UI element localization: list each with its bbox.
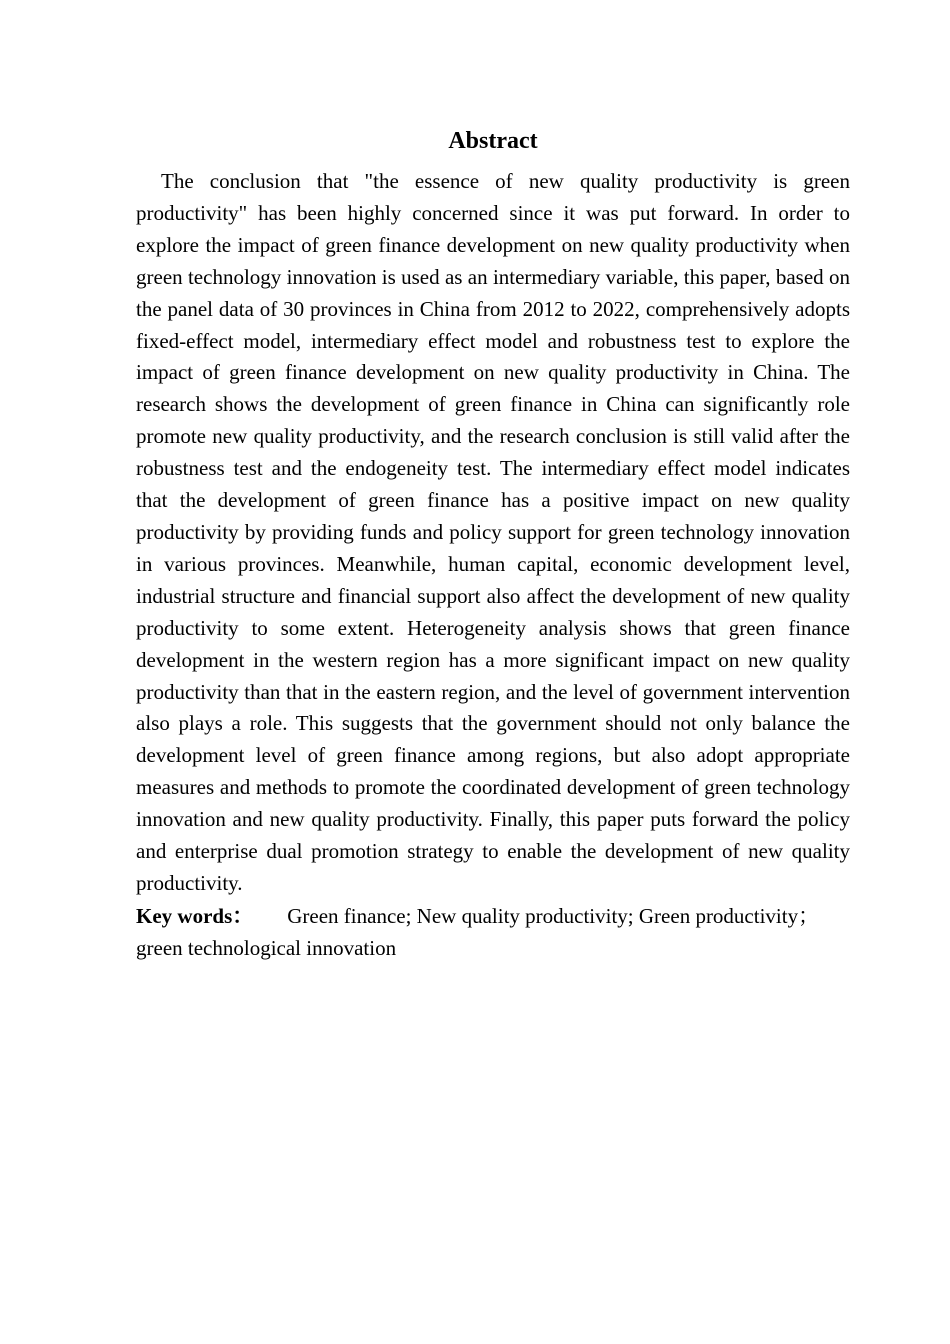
keywords-text: Green finance; New quality productivity; Green productivity；green technological innovation bbox=[136, 904, 820, 960]
keywords-label: Key words： bbox=[136, 904, 254, 928]
abstract-title: Abstract bbox=[448, 128, 538, 154]
keywords-line bbox=[136, 901, 850, 964]
abstract-body: The conclusion that "the essence of new quality productivity is green productivity" has been highly concerned since it was put forward. In order to explore the impact of green finance development on new quality productivity when green technology innovation is used as an intermediary variable, this paper, based on the panel data of 30 provinces in China from 2012 to 2022, comprehensively adopts fixed-effect model, intermediary effect model and robustness test to explore the impact of green finance development on new quality productivity in China. The research shows the development of green finance in China can significantly role promote new quality productivity, and the research conclusion is still valid after the robustness test and the endogeneity test. The intermediary effect model indicates that the development of green finance has a positive impact on new quality productivity by providing funds and policy support for green technology innovation in various provinces. Meanwhile, human capital, economic development level, industrial structure and financial support also affect the development of new quality productivity to some extent. Heterogeneity analysis shows that green finance development in the western region has a more significant impact on new quality productivity than that in the eastern region, and the level of government intervention also plays a role. This suggests that the government should not only balance the development level of green finance among regions, but also adopt appropriate measures and methods to promote the coordinated development of green technology innovation and new quality productivity. Finally, this paper puts forward the policy and enterprise dual promotion strategy to enable the development of new quality productivity. bbox=[136, 169, 850, 895]
